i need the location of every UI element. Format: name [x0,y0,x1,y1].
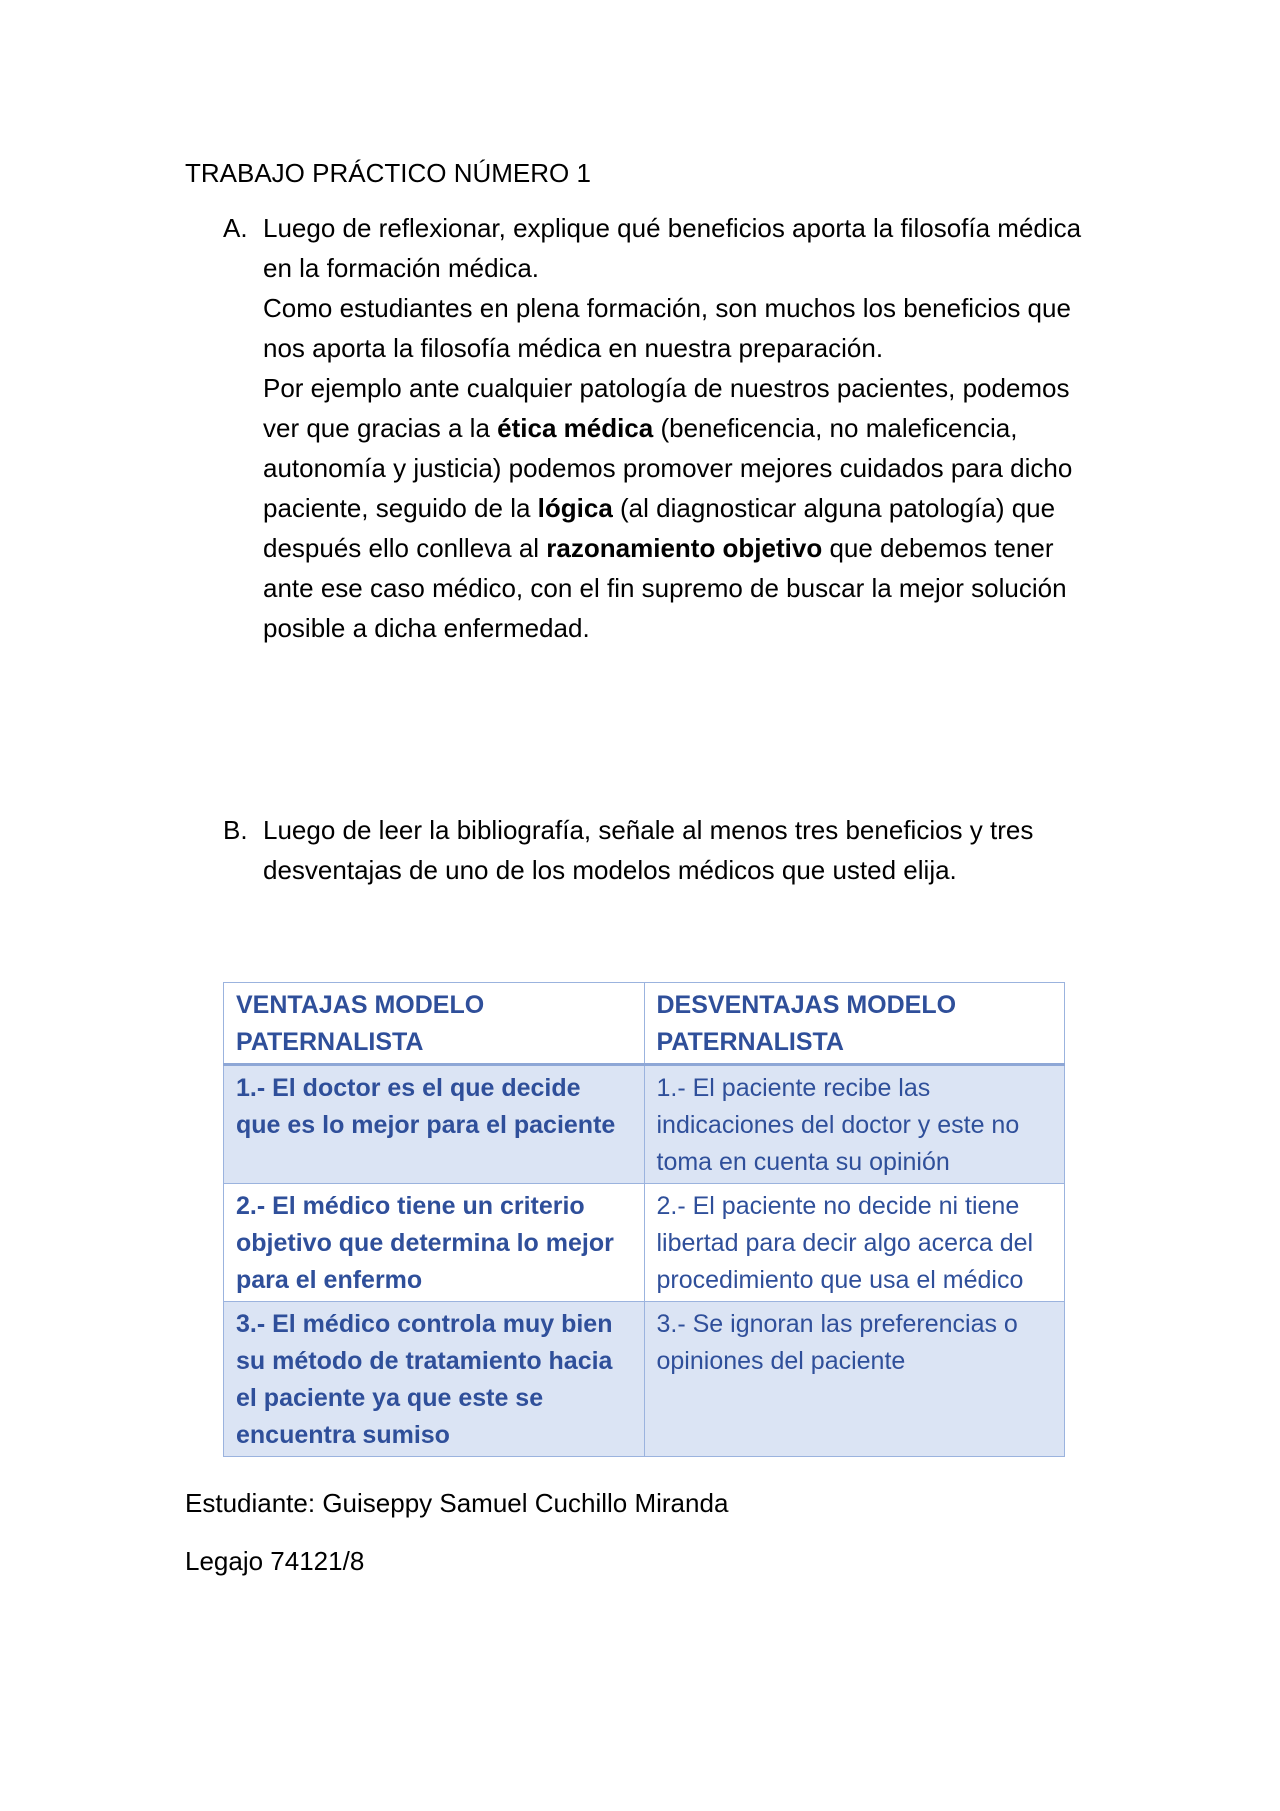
disadvantage-cell: 2.- El paciente no decide ni tiene libertad para decir algo acerca del procedimiento que usa el médico [644,1184,1065,1302]
question-b-marker: B. [223,815,248,845]
legajo-number: Legajo 74121/8 [185,1546,365,1576]
question-b-prompt: Luego de leer la bibliografía, señale al menos tres beneficios y tres desventajas de uno de los modelos médicos que usted elija. [263,815,1034,885]
student-name: Estudiante: Guiseppy Samuel Cuchillo Miranda [185,1488,729,1518]
answer-a-bold-razonamiento: razonamiento objetivo [546,533,823,563]
comparison-table [223,982,1065,1457]
disadvantage-cell: 3.- Se ignoran las preferencias o opiniones del paciente [644,1302,1065,1457]
answer-a-bold-logica: lógica [537,493,613,523]
question-b [185,810,1105,890]
question-a-block [185,208,1105,648]
table-row [224,1184,1065,1302]
answer-a-intro: Como estudiantes en plena formación, son muchos los beneficios que nos aporta la filosofía médica en nuestra preparación. [263,293,1071,363]
table-row [224,1065,1065,1184]
advantage-cell: 3.- El médico controla muy bien su método de tratamiento hacia el paciente ya que este se encuentra sumiso [224,1302,645,1457]
header-disadvantages: DESVENTAJAS MODELO PATERNALISTA [644,983,1065,1065]
answer-a-body [263,368,1105,648]
answer-a-bold-etica: ética médica [497,413,654,443]
header-advantages: VENTAJAS MODELO PATERNALISTA [224,983,645,1065]
answer-a-text-1: Por ejemplo ante cualquier patología de nuestros pacientes, podemos ver que gracias a la [263,373,1070,443]
answer-a-text-4: que debemos tener ante ese caso médico, con el fin supremo de buscar la mejor solución posible a dicha enfermedad. [263,533,1067,643]
table-row [224,1302,1065,1457]
answer-a-text-2: (beneficencia, no maleficencia, autonomía y justicia) podemos promover mejores cuidados para dicho paciente, seguido de la [263,413,1073,523]
advantage-cell: 1.- El doctor es el que decide que es lo mejor para el paciente [224,1065,645,1184]
table-header-row [224,983,1065,1065]
comparison-table-wrapper [223,982,1065,1457]
question-a-prompt: Luego de reflexionar, explique qué beneficios aporta la filosofía médica en la formación médica. [263,213,1082,283]
disadvantage-cell: 1.- El paciente recibe las indicaciones del doctor y este no toma en cuenta su opinión [644,1065,1065,1184]
question-a [185,208,1105,648]
question-b-block [185,810,1105,890]
answer-a-text-3: (al diagnosticar alguna patología) que después ello conlleva al [263,493,1056,563]
question-a-marker: A. [223,213,248,243]
advantage-cell: 2.- El médico tiene un criterio objetivo que determina lo mejor para el enfermo [224,1184,645,1302]
page-title: TRABAJO PRÁCTICO NÚMERO 1 [185,158,591,188]
